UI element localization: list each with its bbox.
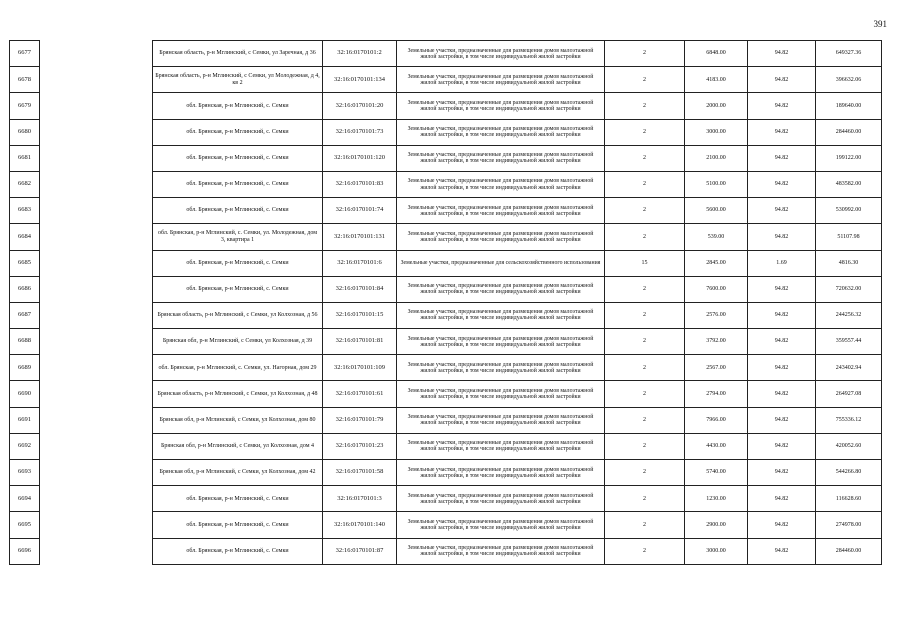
- land-use-category-cell: Земельные участки, предназначенные для размещения домов малоэтажной жилой застройки, в том числе индивидуальной жилой застройки: [397, 329, 605, 355]
- group-code-cell: 2: [605, 381, 685, 407]
- blank-gap-cell: [40, 119, 153, 145]
- cadastral-number-cell: 32:16:0170101:131: [323, 224, 397, 250]
- unit-value-cell: 94.82: [748, 355, 816, 381]
- cadastral-number-cell: 32:16:0170101:83: [323, 171, 397, 197]
- blank-gap-cell: [40, 486, 153, 512]
- area-cell: 6848.00: [685, 41, 748, 67]
- cadastral-number-cell: 32:16:0170101:79: [323, 407, 397, 433]
- row-number-cell: 6680: [10, 119, 40, 145]
- group-code-cell: 2: [605, 538, 685, 564]
- row-number-cell: 6696: [10, 538, 40, 564]
- blank-gap-cell: [40, 198, 153, 224]
- land-use-category-cell: Земельные участки, предназначенные для размещения домов малоэтажной жилой застройки, в том числе индивидуальной жилой застройки: [397, 224, 605, 250]
- cadastral-value-cell: 396632.06: [816, 67, 882, 93]
- cadastral-number-cell: 32:16:0170101:74: [323, 198, 397, 224]
- unit-value-cell: 94.82: [748, 433, 816, 459]
- address-cell: обл. Брянская, р-н Мглинский, с. Семки, ул. Нагорная, дом 29: [153, 355, 323, 381]
- unit-value-cell: 94.82: [748, 93, 816, 119]
- blank-gap-cell: [40, 250, 153, 276]
- address-cell: обл. Брянская, р-н Мглинский, с. Семки: [153, 512, 323, 538]
- unit-value-cell: 94.82: [748, 119, 816, 145]
- land-use-category-cell: Земельные участки, предназначенные для размещения домов малоэтажной жилой застройки, в том числе индивидуальной жилой застройки: [397, 145, 605, 171]
- cadastral-number-cell: 32:16:0170101:61: [323, 381, 397, 407]
- area-cell: 7966.00: [685, 407, 748, 433]
- cadastral-value-cell: 284460.00: [816, 538, 882, 564]
- table-row: [10, 381, 882, 407]
- unit-value-cell: 94.82: [748, 224, 816, 250]
- table-row: [10, 486, 882, 512]
- unit-value-cell: 1.69: [748, 250, 816, 276]
- group-code-cell: 2: [605, 93, 685, 119]
- land-use-category-cell: Земельные участки, предназначенные для размещения домов малоэтажной жилой застройки, в том числе индивидуальной жилой застройки: [397, 486, 605, 512]
- land-register-table: [9, 40, 882, 565]
- area-cell: 7600.00: [685, 276, 748, 302]
- address-cell: обл. Брянская, р-н Мглинский, с. Семки: [153, 276, 323, 302]
- cadastral-number-cell: 32:16:0170101:2: [323, 41, 397, 67]
- cadastral-number-cell: 32:16:0170101:6: [323, 250, 397, 276]
- table-row: [10, 93, 882, 119]
- group-code-cell: 2: [605, 224, 685, 250]
- group-code-cell: 2: [605, 276, 685, 302]
- area-cell: 2576.00: [685, 302, 748, 328]
- land-use-category-cell: Земельные участки, предназначенные для сельскохозяйственного использования: [397, 250, 605, 276]
- unit-value-cell: 94.82: [748, 460, 816, 486]
- group-code-cell: 2: [605, 41, 685, 67]
- cadastral-number-cell: 32:16:0170101:23: [323, 433, 397, 459]
- blank-gap-cell: [40, 302, 153, 328]
- row-number-cell: 6685: [10, 250, 40, 276]
- land-use-category-cell: Земельные участки, предназначенные для размещения домов малоэтажной жилой застройки, в том числе индивидуальной жилой застройки: [397, 512, 605, 538]
- cadastral-number-cell: 32:16:0170101:3: [323, 486, 397, 512]
- row-number-cell: 6678: [10, 67, 40, 93]
- group-code-cell: 2: [605, 67, 685, 93]
- table-row: [10, 145, 882, 171]
- area-cell: 5100.00: [685, 171, 748, 197]
- address-cell: Брянская область, р-н Мглинский, с Семки, ул Заречная, д 36: [153, 41, 323, 67]
- blank-gap-cell: [40, 407, 153, 433]
- table-row: [10, 67, 882, 93]
- table-row: [10, 119, 882, 145]
- address-cell: Брянская область, р-н Мглинский, с Семки, ул Колхозная, д 48: [153, 381, 323, 407]
- row-number-cell: 6682: [10, 171, 40, 197]
- area-cell: 2794.00: [685, 381, 748, 407]
- unit-value-cell: 94.82: [748, 302, 816, 328]
- cadastral-value-cell: 4816.30: [816, 250, 882, 276]
- row-number-cell: 6679: [10, 93, 40, 119]
- row-number-cell: 6688: [10, 329, 40, 355]
- group-code-cell: 2: [605, 407, 685, 433]
- row-number-cell: 6694: [10, 486, 40, 512]
- address-cell: обл. Брянская, р-н Мглинский, с. Семки: [153, 486, 323, 512]
- cadastral-value-cell: 199122.00: [816, 145, 882, 171]
- row-number-cell: 6693: [10, 460, 40, 486]
- table-row: [10, 355, 882, 381]
- cadastral-number-cell: 32:16:0170101:120: [323, 145, 397, 171]
- cadastral-number-cell: 32:16:0170101:58: [323, 460, 397, 486]
- area-cell: 4183.00: [685, 67, 748, 93]
- table-row: [10, 250, 882, 276]
- address-cell: обл. Брянская, р-н Мглинский, с. Семки: [153, 250, 323, 276]
- row-number-cell: 6683: [10, 198, 40, 224]
- address-cell: Брянская обл, р-н Мглинский, с Семки, ул Колхозная, дом 80: [153, 407, 323, 433]
- group-code-cell: 15: [605, 250, 685, 276]
- blank-gap-cell: [40, 41, 153, 67]
- cadastral-number-cell: 32:16:0170101:87: [323, 538, 397, 564]
- blank-gap-cell: [40, 512, 153, 538]
- row-number-cell: 6691: [10, 407, 40, 433]
- area-cell: 5600.00: [685, 198, 748, 224]
- address-cell: обл. Брянская, р-н Мглинский, с. Семки: [153, 538, 323, 564]
- table-row: [10, 224, 882, 250]
- address-cell: Брянская обл, р-н Мглинский, с Семки, ул Колхозная, д 39: [153, 329, 323, 355]
- address-cell: обл. Брянская, р-н Мглинский, с. Семки: [153, 93, 323, 119]
- unit-value-cell: 94.82: [748, 171, 816, 197]
- group-code-cell: 2: [605, 486, 685, 512]
- cadastral-value-cell: 420052.60: [816, 433, 882, 459]
- land-use-category-cell: Земельные участки, предназначенные для размещения домов малоэтажной жилой застройки, в том числе индивидуальной жилой застройки: [397, 302, 605, 328]
- row-number-cell: 6692: [10, 433, 40, 459]
- table-row: [10, 433, 882, 459]
- unit-value-cell: 94.82: [748, 276, 816, 302]
- area-cell: 5740.00: [685, 460, 748, 486]
- cadastral-value-cell: 544266.80: [816, 460, 882, 486]
- row-number-cell: 6690: [10, 381, 40, 407]
- cadastral-number-cell: 32:16:0170101:84: [323, 276, 397, 302]
- unit-value-cell: 94.82: [748, 486, 816, 512]
- land-use-category-cell: Земельные участки, предназначенные для размещения домов малоэтажной жилой застройки, в том числе индивидуальной жилой застройки: [397, 119, 605, 145]
- address-cell: Брянская обл, р-н Мглинский, с Семки, ул Колхозная, дом 42: [153, 460, 323, 486]
- area-cell: 3000.00: [685, 119, 748, 145]
- blank-gap-cell: [40, 381, 153, 407]
- unit-value-cell: 94.82: [748, 67, 816, 93]
- cadastral-value-cell: 649327.36: [816, 41, 882, 67]
- address-cell: Брянская область, р-н Мглинский, с Семки, ул Молодежная, д 4, кв 2: [153, 67, 323, 93]
- cadastral-value-cell: 244256.32: [816, 302, 882, 328]
- land-use-category-cell: Земельные участки, предназначенные для размещения домов малоэтажной жилой застройки, в том числе индивидуальной жилой застройки: [397, 93, 605, 119]
- blank-gap-cell: [40, 460, 153, 486]
- address-cell: обл. Брянская, р-н Мглинский, с. Семки: [153, 171, 323, 197]
- table-row: [10, 171, 882, 197]
- land-use-category-cell: Земельные участки, предназначенные для размещения домов малоэтажной жилой застройки, в том числе индивидуальной жилой застройки: [397, 381, 605, 407]
- table-row: [10, 512, 882, 538]
- cadastral-value-cell: 274978.00: [816, 512, 882, 538]
- area-cell: 4430.00: [685, 433, 748, 459]
- blank-gap-cell: [40, 67, 153, 93]
- table-body: [10, 41, 882, 565]
- table-row: [10, 329, 882, 355]
- row-number-cell: 6695: [10, 512, 40, 538]
- blank-gap-cell: [40, 171, 153, 197]
- group-code-cell: 2: [605, 119, 685, 145]
- blank-gap-cell: [40, 224, 153, 250]
- cadastral-value-cell: 189640.00: [816, 93, 882, 119]
- cadastral-number-cell: 32:16:0170101:15: [323, 302, 397, 328]
- group-code-cell: 2: [605, 512, 685, 538]
- unit-value-cell: 94.82: [748, 41, 816, 67]
- unit-value-cell: 94.82: [748, 145, 816, 171]
- land-use-category-cell: Земельные участки, предназначенные для размещения домов малоэтажной жилой застройки, в том числе индивидуальной жилой застройки: [397, 433, 605, 459]
- row-number-cell: 6686: [10, 276, 40, 302]
- address-cell: обл. Брянская, р-н Мглинский, с. Семки: [153, 145, 323, 171]
- address-cell: Брянская обл, р-н Мглинский, с Семки, ул Колхозная, дом 4: [153, 433, 323, 459]
- group-code-cell: 2: [605, 302, 685, 328]
- area-cell: 1230.00: [685, 486, 748, 512]
- cadastral-value-cell: 755336.12: [816, 407, 882, 433]
- cadastral-number-cell: 32:16:0170101:109: [323, 355, 397, 381]
- group-code-cell: 2: [605, 460, 685, 486]
- area-cell: 3792.00: [685, 329, 748, 355]
- row-number-cell: 6681: [10, 145, 40, 171]
- cadastral-value-cell: 116628.60: [816, 486, 882, 512]
- group-code-cell: 2: [605, 171, 685, 197]
- cadastral-value-cell: 51107.98: [816, 224, 882, 250]
- unit-value-cell: 94.82: [748, 512, 816, 538]
- table-row: [10, 407, 882, 433]
- cadastral-value-cell: 359557.44: [816, 329, 882, 355]
- row-number-cell: 6689: [10, 355, 40, 381]
- group-code-cell: 2: [605, 433, 685, 459]
- group-code-cell: 2: [605, 355, 685, 381]
- unit-value-cell: 94.82: [748, 538, 816, 564]
- blank-gap-cell: [40, 93, 153, 119]
- table-row: [10, 538, 882, 564]
- area-cell: 3000.00: [685, 538, 748, 564]
- blank-gap-cell: [40, 145, 153, 171]
- land-use-category-cell: Земельные участки, предназначенные для размещения домов малоэтажной жилой застройки, в том числе индивидуальной жилой застройки: [397, 171, 605, 197]
- area-cell: 2000.00: [685, 93, 748, 119]
- row-number-cell: 6687: [10, 302, 40, 328]
- cadastral-value-cell: 483582.00: [816, 171, 882, 197]
- land-use-category-cell: Земельные участки, предназначенные для размещения домов малоэтажной жилой застройки, в том числе индивидуальной жилой застройки: [397, 198, 605, 224]
- row-number-cell: 6677: [10, 41, 40, 67]
- address-cell: Брянская область, р-н Мглинский, с Семки, ул Колхозная, д 56: [153, 302, 323, 328]
- land-use-category-cell: Земельные участки, предназначенные для размещения домов малоэтажной жилой застройки, в том числе индивидуальной жилой застройки: [397, 538, 605, 564]
- unit-value-cell: 94.82: [748, 329, 816, 355]
- table-row: [10, 302, 882, 328]
- blank-gap-cell: [40, 538, 153, 564]
- land-use-category-cell: Земельные участки, предназначенные для размещения домов малоэтажной жилой застройки, в том числе индивидуальной жилой застройки: [397, 41, 605, 67]
- table-row: [10, 41, 882, 67]
- land-use-category-cell: Земельные участки, предназначенные для размещения домов малоэтажной жилой застройки, в том числе индивидуальной жилой застройки: [397, 276, 605, 302]
- land-use-category-cell: Земельные участки, предназначенные для размещения домов малоэтажной жилой застройки, в том числе индивидуальной жилой застройки: [397, 355, 605, 381]
- land-use-category-cell: Земельные участки, предназначенные для размещения домов малоэтажной жилой застройки, в том числе индивидуальной жилой застройки: [397, 460, 605, 486]
- row-number-cell: 6684: [10, 224, 40, 250]
- cadastral-value-cell: 720632.00: [816, 276, 882, 302]
- cadastral-value-cell: 530992.00: [816, 198, 882, 224]
- blank-gap-cell: [40, 433, 153, 459]
- blank-gap-cell: [40, 276, 153, 302]
- group-code-cell: 2: [605, 329, 685, 355]
- address-cell: обл. Брянская, р-н Мглинский, с. Семки, ул. Молодежная, дом 3, квартира 1: [153, 224, 323, 250]
- address-cell: обл. Брянская, р-н Мглинский, с. Семки: [153, 198, 323, 224]
- page-number: 391: [873, 19, 887, 29]
- cadastral-number-cell: 32:16:0170101:73: [323, 119, 397, 145]
- cadastral-number-cell: 32:16:0170101:140: [323, 512, 397, 538]
- cadastral-number-cell: 32:16:0170101:81: [323, 329, 397, 355]
- cadastral-number-cell: 32:16:0170101:134: [323, 67, 397, 93]
- address-cell: обл. Брянская, р-н Мглинский, с. Семки: [153, 119, 323, 145]
- group-code-cell: 2: [605, 198, 685, 224]
- table-row: [10, 198, 882, 224]
- area-cell: 2900.00: [685, 512, 748, 538]
- land-use-category-cell: Земельные участки, предназначенные для размещения домов малоэтажной жилой застройки, в том числе индивидуальной жилой застройки: [397, 407, 605, 433]
- cadastral-value-cell: 264927.08: [816, 381, 882, 407]
- cadastral-value-cell: 284460.00: [816, 119, 882, 145]
- blank-gap-cell: [40, 329, 153, 355]
- unit-value-cell: 94.82: [748, 198, 816, 224]
- unit-value-cell: 94.82: [748, 407, 816, 433]
- cadastral-number-cell: 32:16:0170101:20: [323, 93, 397, 119]
- table-row: [10, 460, 882, 486]
- area-cell: 539.00: [685, 224, 748, 250]
- area-cell: 2100.00: [685, 145, 748, 171]
- table-row: [10, 276, 882, 302]
- cadastral-value-cell: 243402.94: [816, 355, 882, 381]
- area-cell: 2567.00: [685, 355, 748, 381]
- group-code-cell: 2: [605, 145, 685, 171]
- blank-gap-cell: [40, 355, 153, 381]
- land-use-category-cell: Земельные участки, предназначенные для размещения домов малоэтажной жилой застройки, в том числе индивидуальной жилой застройки: [397, 67, 605, 93]
- unit-value-cell: 94.82: [748, 381, 816, 407]
- area-cell: 2845.00: [685, 250, 748, 276]
